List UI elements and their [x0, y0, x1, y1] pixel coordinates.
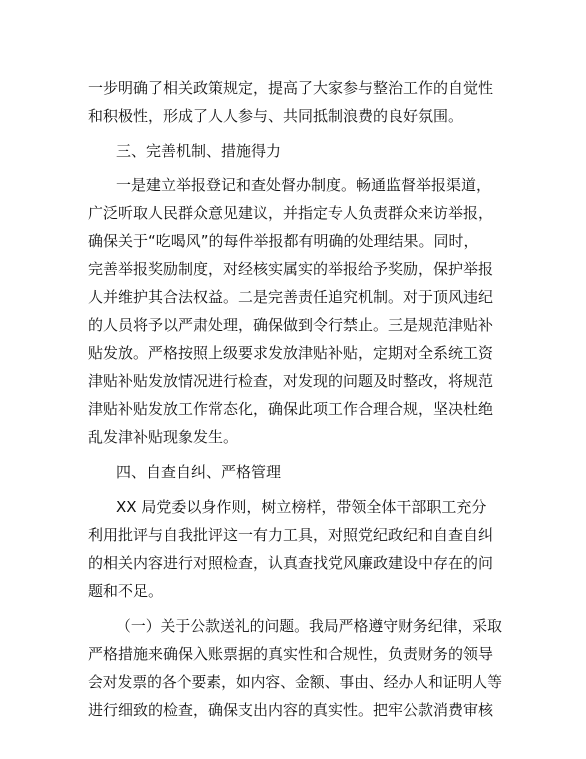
- section-heading: 三、完善机制、措施得力: [116, 142, 282, 160]
- paragraph-line: 的人员将予以严肃处理，确保做到令行禁止。三是规范津贴补: [88, 316, 494, 334]
- paragraph-line: 一是建立举报登记和查处督办制度。畅通监督举报渠道，: [116, 176, 492, 194]
- paragraph-line: 人并维护其合法权益。二是完善责任追究机制。对于顶风违纪: [88, 288, 494, 306]
- paragraph-line: 的相关内容进行对照检查，认真查找党风廉政建设中存在的问: [88, 554, 494, 572]
- paragraph-line: 利用批评与自我批评这一有力工具，对照党纪政纪和自查自纠: [88, 526, 494, 544]
- paragraph-line: 题和不足。: [88, 582, 164, 600]
- paragraph-line: 和积极性，形成了人人参与、共同抵制浪费的良好氛围。: [88, 107, 464, 125]
- paragraph-line: XX 局党委以身作则，树立榜样，带领全体干部职工充分: [116, 498, 487, 516]
- paragraph-line: 完善举报奖励制度，对经核实属实的举报给予奖励，保护举报: [88, 260, 494, 278]
- paragraph-line: 一步明确了相关政策规定，提高了大家参与整治工作的自觉性: [88, 79, 494, 97]
- paragraph-line: 广泛听取人民群众意见建议，并指定专人负责群众来访举报，: [88, 204, 494, 222]
- paragraph-line: （一）关于公款送礼的问题。我局严格遵守财务纪律，采取: [116, 617, 502, 635]
- section-heading: 四、自查自纠、严格管理: [116, 463, 282, 481]
- paragraph-line: 津贴补贴发放工作常态化，确保此项工作合理合规，坚决杜绝: [88, 400, 494, 418]
- paragraph-line: 会对发票的各个要素，如内容、金额、事由、经办人和证明人等: [88, 673, 503, 691]
- paragraph-line: 进行细致的检查，确保支出内容的真实性。把牢公款消费审核: [88, 701, 494, 719]
- paragraph-line: 严格措施来确保入账票据的真实性和合规性，负责财务的领导: [88, 645, 494, 663]
- paragraph-line: 确保关于“吃喝风”的每件举报都有明确的处理结果。同时，: [88, 232, 479, 250]
- paragraph-line: 贴发放。严格按照上级要求发放津贴补贴，定期对全系统工资: [88, 344, 494, 362]
- paragraph-line: 津贴补贴发放情况进行检查，对发现的问题及时整改，将规范: [88, 372, 494, 390]
- paragraph-line: 乱发津补贴现象发生。: [88, 428, 239, 446]
